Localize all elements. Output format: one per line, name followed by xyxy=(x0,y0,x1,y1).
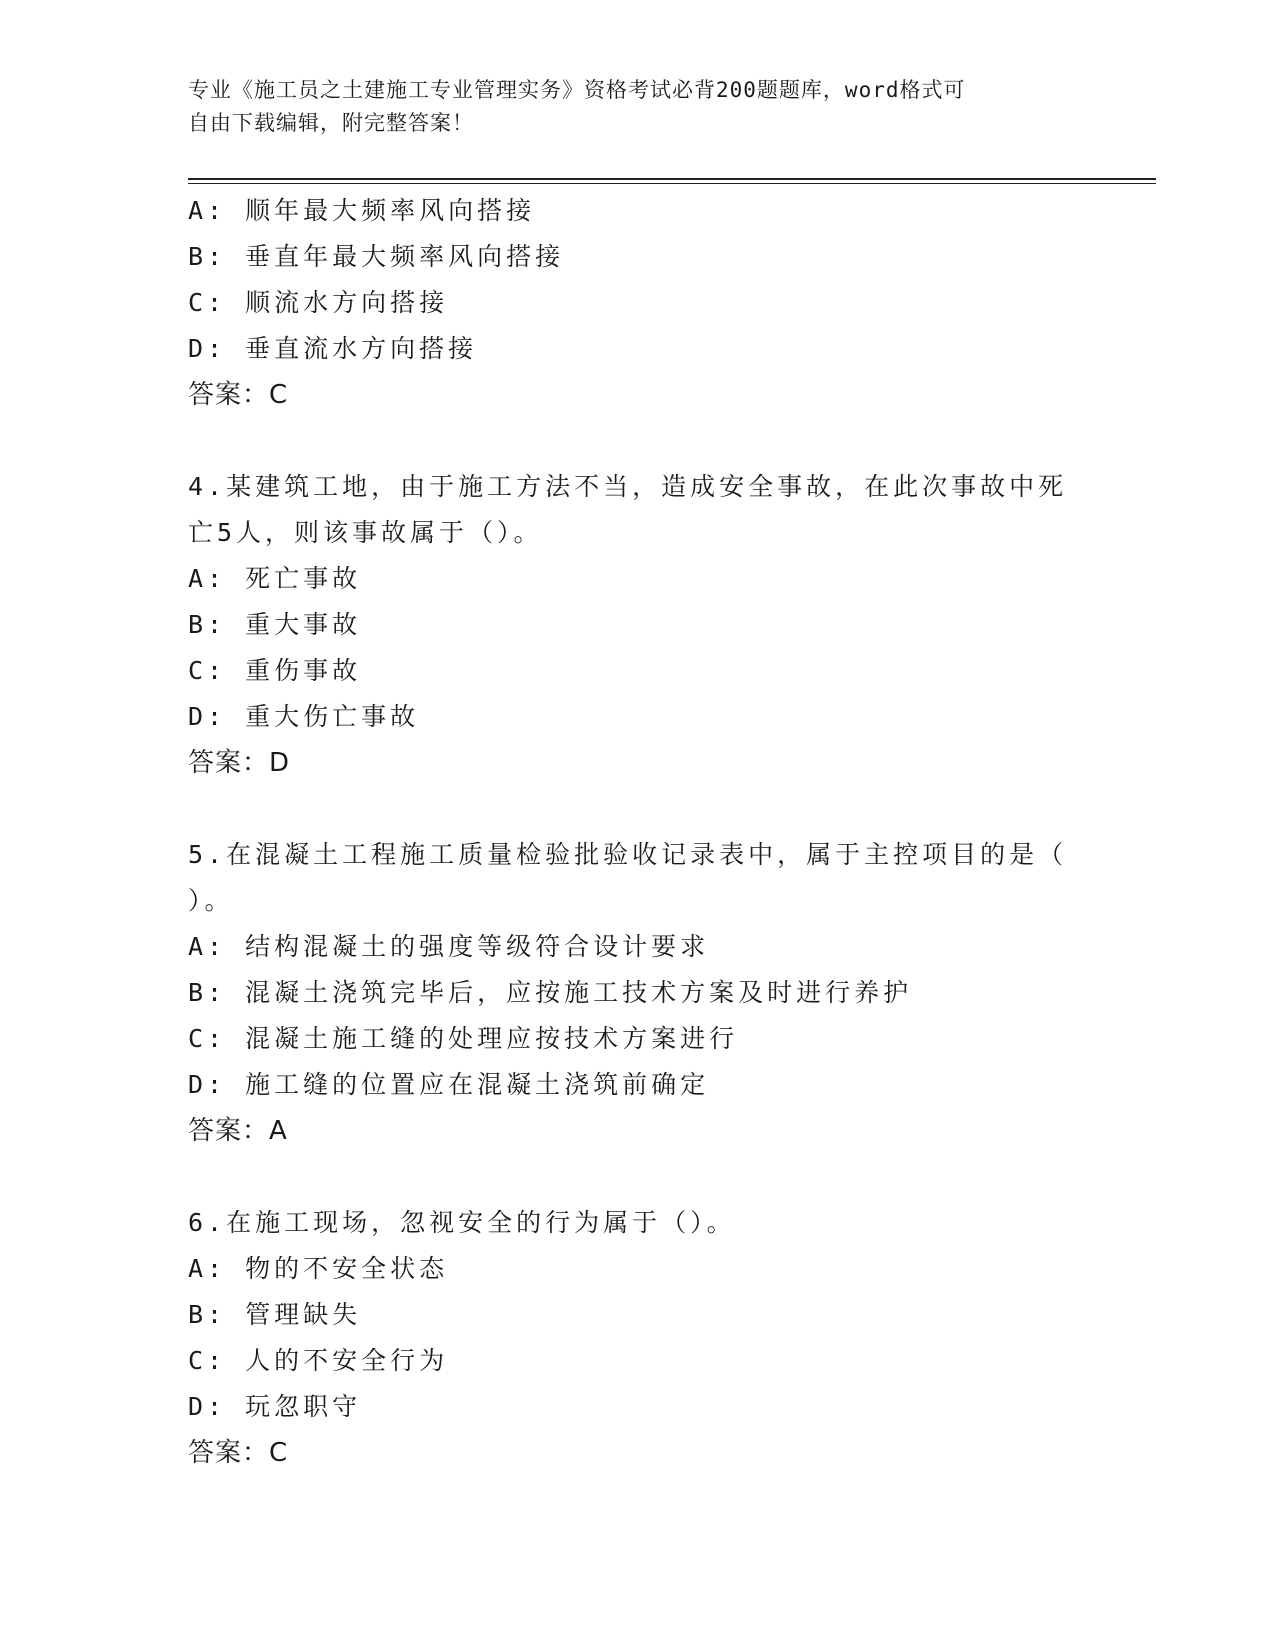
option-a: A: 物的不安全状态 xyxy=(188,1254,449,1283)
option-c: C: 重伤事故 xyxy=(188,656,362,685)
spacer xyxy=(188,418,1088,464)
option-b: B: 管理缺失 xyxy=(188,1300,362,1329)
option-b: B: 重大事故 xyxy=(188,610,362,639)
option-d: D: 施工缝的位置应在混凝土浇筑前确定 xyxy=(188,1070,710,1099)
option-c: C: 混凝土施工缝的处理应按技术方案进行 xyxy=(188,1024,739,1053)
option-c: C: 顺流水方向搭接 xyxy=(188,288,449,317)
option-a: A: 死亡事故 xyxy=(188,564,362,593)
header-divider xyxy=(188,178,1156,184)
question-title-line-1: 4.某建筑工地，由于施工方法不当，造成安全事故，在此次事故中死 xyxy=(188,472,1068,501)
option-d: D: 重大伤亡事故 xyxy=(188,702,420,731)
question-3 xyxy=(188,188,1088,418)
answer: 答案：A xyxy=(188,1116,288,1146)
question-list xyxy=(188,188,1088,1476)
question-5 xyxy=(188,832,1088,1154)
header-line-2: 自由下载编辑，附完整答案！ xyxy=(188,111,474,135)
option-a: A: 顺年最大频率风向搭接 xyxy=(188,196,536,225)
answer: 答案：D xyxy=(188,748,291,778)
answer: 答案：C xyxy=(188,380,289,410)
option-a: A: 结构混凝土的强度等级符合设计要求 xyxy=(188,932,710,961)
question-title-line-2: ）。 xyxy=(188,886,234,915)
spacer xyxy=(188,1154,1088,1200)
answer: 答案：C xyxy=(188,1438,289,1468)
question-6 xyxy=(188,1200,1088,1476)
header-line-1: 专业《施工员之土建施工专业管理实务》资格考试必背200题题库，word格式可 xyxy=(188,78,966,102)
document-header xyxy=(188,74,1068,140)
option-c: C: 人的不安全行为 xyxy=(188,1346,449,1375)
question-title-line-1: 6.在施工现场，忽视安全的行为属于（）。 xyxy=(188,1208,736,1237)
option-d: D: 垂直流水方向搭接 xyxy=(188,334,478,363)
option-b: B: 垂直年最大频率风向搭接 xyxy=(188,242,565,271)
question-title-line-1: 5.在混凝土工程施工质量检验批验收记录表中，属于主控项目的是（ xyxy=(188,840,1068,869)
option-d: D: 玩忽职守 xyxy=(188,1392,362,1421)
question-title-line-2: 亡5人，则该事故属于（）。 xyxy=(188,518,543,547)
question-4 xyxy=(188,464,1088,786)
spacer xyxy=(188,786,1088,832)
option-b: B: 混凝土浇筑完毕后，应按施工技术方案及时进行养护 xyxy=(188,978,913,1007)
